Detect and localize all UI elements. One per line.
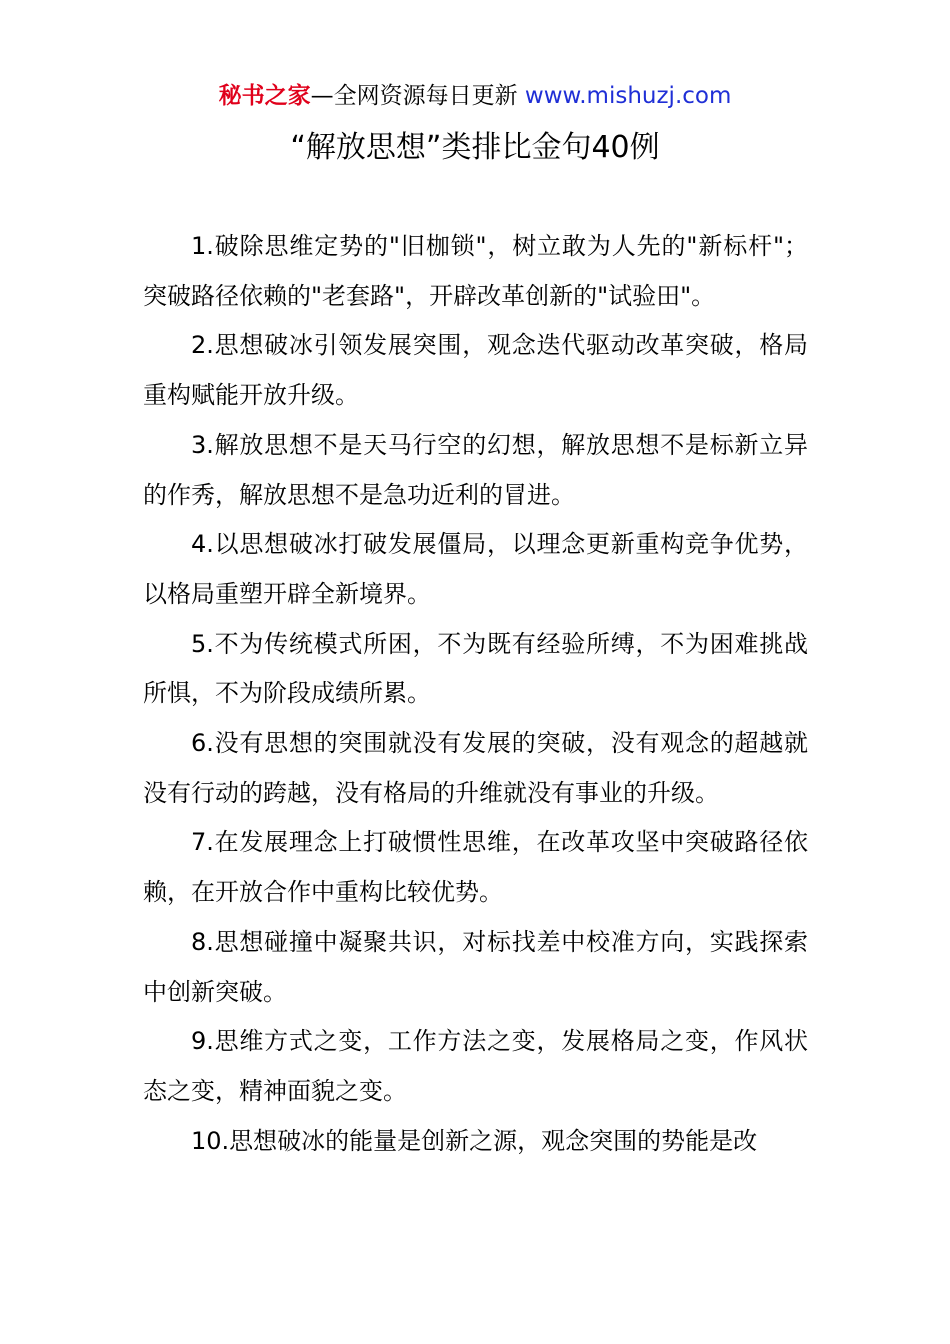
paragraph-8: 8.思想碰撞中凝聚共识，对标找差中校准方向，实践探索中创新突破。	[143, 927, 808, 1006]
site-brand: 秘书之家	[218, 83, 311, 109]
site-url-link[interactable]: www.mishuzj.com	[524, 83, 732, 109]
paragraph-2: 2.思想破冰引领发展突围，观念迭代驱动改革突破，格局重构赋能开放升级。	[143, 331, 808, 410]
paragraph-1: 1.破除思维定势的"旧枷锁"，树立敢为人先的"新标杆"；突破路径依赖的"老套路"，开辟改革创新的"试验田"。	[143, 232, 808, 310]
site-tagline: —全网资源每日更新	[310, 83, 518, 109]
paragraph-10: 10.思想破冰的能量是创新之源，观念突围的势能是改	[191, 1126, 758, 1155]
paragraph-9: 9.思维方式之变，工作方法之变，发展格局之变，作风状态之变，精神面貌之变。	[143, 1027, 808, 1105]
document-title: “解放思想”类排比金句40例	[290, 130, 660, 165]
paragraph-6: 6.没有思想的突围就没有发展的突破，没有观念的超越就没有行动的跨越，没有格局的升维就没有事业的升级。	[143, 729, 808, 807]
paragraph-4: 4.以思想破冰打破发展僵局，以理念更新重构竞争优势，以格局重塑开辟全新境界。	[143, 530, 808, 608]
site-header	[0, 80, 950, 112]
document-body	[143, 222, 808, 1166]
paragraph-3: 3.解放思想不是天马行空的幻想，解放思想不是标新立异的作秀，解放思想不是急功近利的冒进。	[143, 430, 808, 509]
paragraph-5: 5.不为传统模式所困，不为既有经验所缚，不为困难挑战所惧，不为阶段成绩所累。	[143, 629, 808, 708]
paragraph-7: 7.在发展理念上打破惯性思维，在改革攻坚中突破路径依赖，在开放合作中重构比较优势。	[143, 828, 808, 907]
